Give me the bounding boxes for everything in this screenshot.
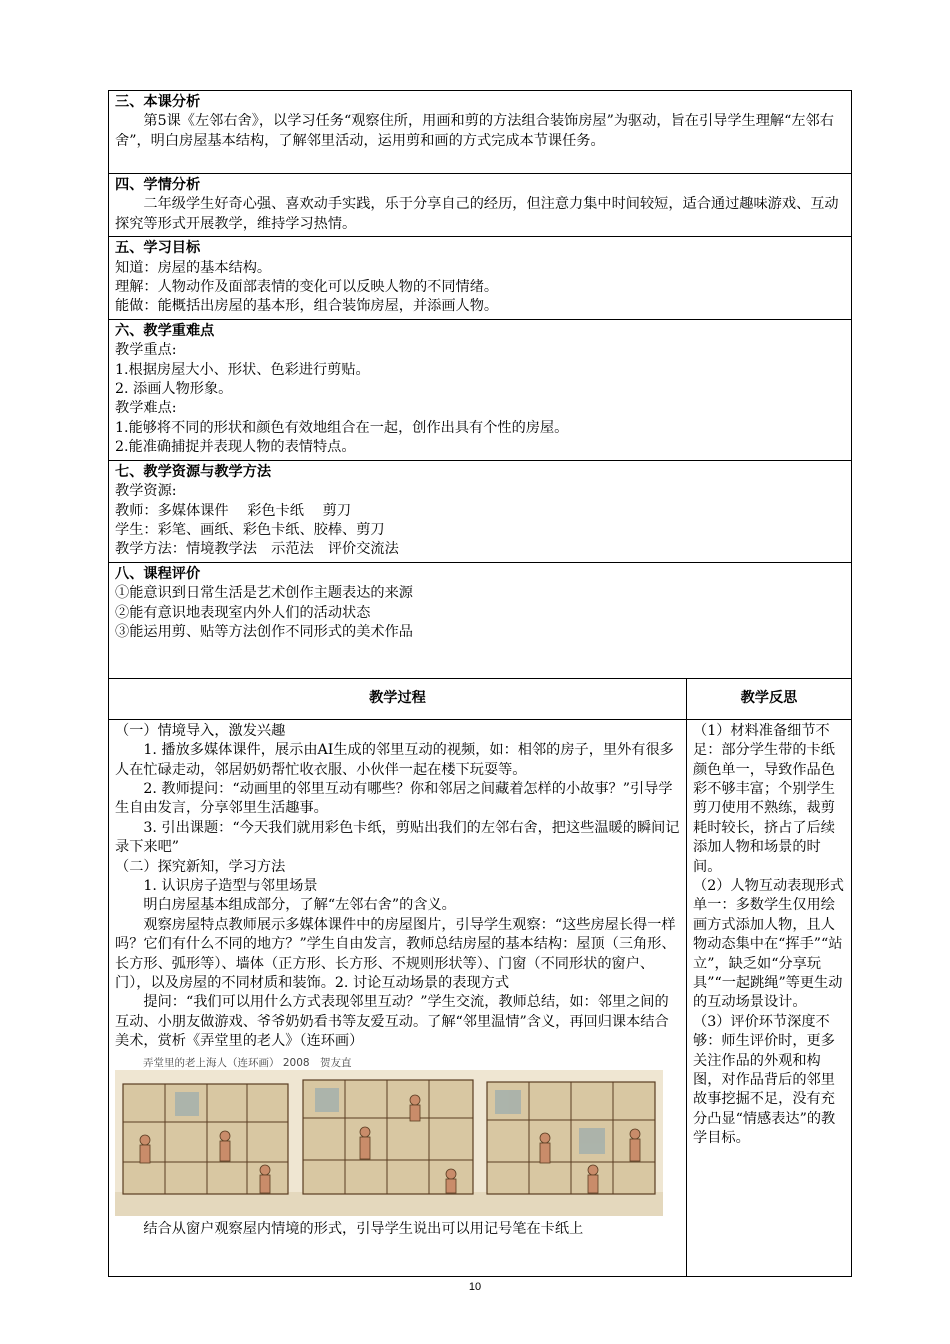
key-line: 1.能够将不同的形状和颜色有效地组合在一起，创作出具有个性的房屋。	[115, 419, 569, 436]
key-line: 1.根据房屋大小、形状、色彩进行剪贴。	[115, 361, 370, 378]
page-number: 10	[468, 1281, 482, 1293]
resource-line: 教学方法：情境教学法 示范法 评价交流法	[115, 541, 399, 558]
comic-figure	[115, 1056, 680, 1216]
resource-line: 学生：彩笔、画纸、彩色卡纸、胶棒、剪刀	[115, 521, 385, 538]
process-paragraph: 1. 认识房子造型与邻里场景	[143, 877, 318, 894]
section-title: 四、学情分析	[115, 177, 201, 193]
process-paragraph: 结合从窗户观察屋内情境的形式，引导学生说出可以用记号笔在卡纸上	[143, 1220, 584, 1237]
goal-line: 理解：人物动作及面部表情的变化可以反映人物的不同情绪。	[115, 279, 499, 296]
key-line: 教学重点:	[115, 342, 177, 359]
section-student-analysis	[109, 174, 852, 237]
section-resources-methods	[109, 460, 852, 562]
section-lesson-analysis	[109, 91, 852, 174]
reflection-item: （1）材料准备细节不足：部分学生带的卡纸颜色单一，导致作品色彩不够丰富；个别学生剪刀使用不熟练，裁剪耗时较长，挤占了后续添加人物和场景的时间。	[693, 722, 835, 875]
section-title: 七、教学资源与教学方法	[115, 463, 272, 480]
lesson-plan-table	[108, 90, 852, 1277]
process-cell	[109, 719, 687, 1276]
key-line: 2. 添画人物形象。	[115, 381, 233, 398]
section-text: 二年级学生好奇心强、喜欢动手实践，乐于分享自己的经历，但注意力集中时间较短，适合通过趣味游戏、互动探究等形式开展教学，维持学习热情。	[115, 196, 839, 232]
goal-line: 能做：能概括出房屋的基本形，组合装饰房屋，并添画人物。	[115, 298, 499, 315]
section-key-points	[109, 319, 852, 460]
evaluation-line: ①能意识到日常生活是艺术创作主题表达的来源	[115, 585, 413, 602]
process-paragraph: 3. 引出课题：“今天我们就用彩色卡纸，剪贴出我们的左邻右舍，把这些温暖的瞬间记录下来吧”	[115, 819, 680, 856]
process-paragraph: 提问：“我们可以用什么方式表现邻里互动？”学生交流，教师总结，如：邻里之间的互动、小朋友做游戏、爷爷奶奶看书等友爱互动。了解“邻里温情”含义，再回归课本结合美术，赏析《弄堂里的老人》（连环画）	[115, 994, 669, 1050]
key-line: 2.能准确捕捉并表现人物的表情特点。	[115, 439, 356, 456]
section-title: 五、学习目标	[115, 240, 201, 257]
key-line: 教学难点:	[115, 400, 177, 417]
evaluation-line: ③能运用剪、贴等方法创作不同形式的美术作品	[115, 623, 413, 640]
process-step-title: （二）探究新知，学习方法	[115, 858, 286, 875]
reflection-cell	[687, 719, 852, 1276]
process-paragraph: 2. 教师提问：“动画里的邻里互动有哪些？你和邻居之间藏着怎样的小故事？”引导学生自由发言，分享邻里生活趣事。	[115, 780, 673, 817]
process-paragraph: 1. 播放多媒体课件，展示由AI生成的邻里互动的视频，如：相邻的房子，里外有很多人在忙碌走动，邻居奶奶帮忙收衣服、小伙伴一起在楼下玩耍等。	[115, 742, 674, 778]
process-paragraph: 明白房屋基本组成部分，了解“左邻右舍”的含义。	[143, 897, 456, 914]
reflection-item: （3）评价环节深度不够：师生评价时，更多关注作品的外观和构图，对作品背后的邻里故事挖掘不足，没有充分凸显“情感表达”的教学目标。	[693, 1013, 836, 1147]
section-title: 八、课程评价	[115, 565, 201, 582]
reflection-header: 教学反思	[687, 678, 852, 719]
section-title: 六、教学重难点	[115, 322, 215, 339]
process-header: 教学过程	[109, 678, 687, 719]
resource-line: 教学资源:	[115, 483, 177, 500]
process-header-row	[109, 678, 852, 719]
reflection-item: （2）人物互动表现形式单一：多数学生仅用绘画方式添加人物，且人物动态集中在“挥手”“站立”，缺乏如“分享玩具”“一起跳绳”等更生动的互动场景设计。	[693, 877, 844, 1011]
process-paragraph: 观察房屋特点教师展示多媒体课件中的房屋图片，引导学生观察：“这些房屋长得一样吗？它们有什么不同的地方？”学生自由发言，教师总结房屋的基本结构：屋顶（三角形、长方形、弧形等）、墙体（正方形、长方形、不规则形状等）、门窗（不同形状的窗户、门），以及房屋的不同材质和装饰。2. 讨论互动场景的表现方式	[115, 916, 676, 991]
section-text: 第5课《左邻右舍》，以学习任务“观察住所，用画和剪的方法组合装饰房屋”为驱动，旨在引导学生理解“左邻右舍”，明白房屋基本结构，了解邻里活动，运用剪和画的方式完成本节课任务。	[115, 113, 834, 149]
process-step-title: （一）情境导入，激发兴趣	[115, 722, 286, 739]
section-evaluation	[109, 562, 852, 678]
figure-caption: 弄堂里的老上海人（连环画） 2008 贺友直	[143, 1056, 352, 1069]
process-body-row	[109, 719, 852, 1276]
goal-line: 知道：房屋的基本结构。	[115, 259, 272, 276]
section-title: 三、本课分析	[115, 94, 201, 110]
evaluation-line: ②能有意识地表现室内外人们的活动状态	[115, 604, 371, 621]
section-learning-goals	[109, 237, 852, 320]
comic-illustration-image	[115, 1070, 663, 1216]
resource-line: 教师：多媒体课件 彩色卡纸 剪刀	[115, 502, 352, 519]
